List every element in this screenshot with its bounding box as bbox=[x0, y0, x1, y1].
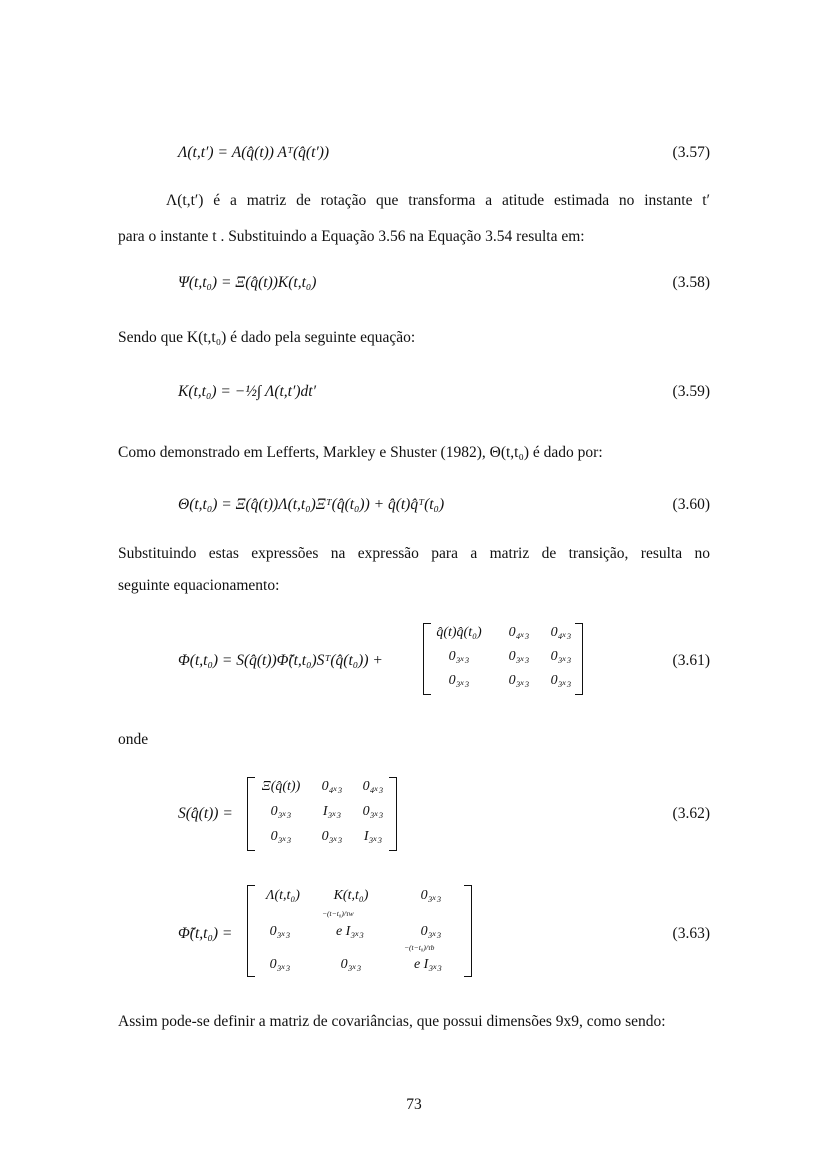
equation-3-61-number: (3.61) bbox=[672, 652, 710, 669]
matrix-cell: 0₃ₓ₃ bbox=[270, 829, 292, 844]
paragraph-3: Como demonstrado em Lefferts, Markley e Shuster (1982), Θ(t,t₀) é dado por: bbox=[118, 444, 603, 461]
equation-3-62-matrix bbox=[247, 777, 397, 851]
equation-3-59-expr: K(t,t₀) = −½∫ Λ(t,t′)dt′ bbox=[178, 383, 316, 400]
matrix-cell: Λ(t,t₀) bbox=[266, 888, 300, 903]
equation-3-58 bbox=[178, 273, 316, 293]
matrix-cell: I₃ₓ₃ bbox=[363, 829, 383, 844]
equation-3-57-number: (3.57) bbox=[672, 144, 710, 161]
paragraph-4-line-1: Substituindo estas expressões na expressão para a matriz de transição, resulta no bbox=[118, 545, 710, 562]
equation-3-62-lhs: S(q̂(t)) = bbox=[178, 805, 233, 822]
paragraph-1-line-1: Λ(t,t′) é a matriz de rotação que transforma a atitude estimada no instante t′ bbox=[166, 192, 710, 209]
matrix-cell: 0₃ₓ₃ bbox=[269, 924, 291, 939]
matrix-cell: 0₃ₓ₃ bbox=[508, 673, 530, 688]
equation-3-62-number: (3.62) bbox=[672, 805, 710, 822]
matrix-cell: 0₄ₓ₃ bbox=[508, 625, 530, 640]
equation-3-60-number: (3.60) bbox=[672, 496, 710, 513]
matrix-cell: e I₃ₓ₃ bbox=[413, 957, 443, 972]
matrix-cell: 0₃ₓ₃ bbox=[448, 673, 470, 688]
equation-3-63-lhs: Φ̃(t,t₀) = bbox=[178, 925, 233, 942]
equation-3-63-matrix bbox=[247, 885, 472, 977]
equation-3-60-expr: Θ(t,t₀) = Ξ(q̂(t))Λ(t,t₀)Ξᵀ(q̂(t₀)) + q̂(t)q̂ᵀ(t₀) bbox=[178, 496, 445, 513]
equation-3-58-number: (3.58) bbox=[672, 274, 710, 291]
equation-3-63 bbox=[178, 924, 232, 944]
paragraph-6: Assim pode-se definir a matriz de covariâncias, que possui dimensões 9x9, como sendo: bbox=[118, 1013, 666, 1030]
exponent-tau-w: −(t−t₀)/τw bbox=[322, 909, 354, 918]
page-number: 73 bbox=[406, 1096, 422, 1113]
matrix-cell: 0₃ₓ₃ bbox=[321, 829, 343, 844]
equation-3-57 bbox=[178, 143, 329, 163]
equation-3-61-matrix bbox=[423, 623, 583, 695]
matrix-cell: 0₄ₓ₃ bbox=[321, 779, 343, 794]
matrix-cell: K(t,t₀) bbox=[333, 888, 369, 903]
matrix-cell: 0₃ₓ₃ bbox=[550, 649, 572, 664]
equation-3-61 bbox=[178, 651, 383, 671]
equation-3-61-lhs: Φ(t,t₀) = S(q̂(t))Φ̃(t,t₀)Sᵀ(q̂(t₀)) + bbox=[178, 652, 383, 669]
paragraph-4-line-2: seguinte equacionamento: bbox=[118, 577, 280, 594]
matrix-cell: 0₃ₓ₃ bbox=[448, 649, 470, 664]
equation-3-60 bbox=[178, 495, 444, 515]
paragraph-1-line-2: para o instante t . Substituindo a Equação 3.56 na Equação 3.54 resulta em: bbox=[118, 228, 585, 245]
equation-3-59-number: (3.59) bbox=[672, 383, 710, 400]
matrix-cell: 0₃ₓ₃ bbox=[340, 957, 362, 972]
matrix-cell: 0₃ₓ₃ bbox=[269, 957, 291, 972]
matrix-cell: 0₃ₓ₃ bbox=[362, 804, 384, 819]
matrix-cell: 0₄ₓ₃ bbox=[550, 625, 572, 640]
equation-3-63-number: (3.63) bbox=[672, 925, 710, 942]
matrix-cell: 0₃ₓ₃ bbox=[420, 924, 442, 939]
matrix-cell: 0₃ₓ₃ bbox=[550, 673, 572, 688]
equation-3-58-expr: Ψ(t,t₀) = Ξ(q̂(t))K(t,t₀) bbox=[178, 274, 317, 291]
matrix-cell: 0₃ₓ₃ bbox=[420, 888, 442, 903]
paragraph-2: Sendo que K(t,t₀) é dado pela seguinte equação: bbox=[118, 329, 416, 346]
matrix-cell: 0₃ₓ₃ bbox=[508, 649, 530, 664]
paragraph-5: onde bbox=[118, 731, 149, 748]
matrix-cell: q̂(t)q̂(t₀) bbox=[436, 625, 482, 640]
matrix-cell: 0₃ₓ₃ bbox=[270, 804, 292, 819]
matrix-cell: Ξ(q̂(t)) bbox=[261, 779, 301, 794]
matrix-cell: e I₃ₓ₃ bbox=[335, 924, 365, 939]
equation-3-62 bbox=[178, 804, 233, 824]
matrix-cell: 0₄ₓ₃ bbox=[362, 779, 384, 794]
matrix-cell: I₃ₓ₃ bbox=[322, 804, 342, 819]
equation-3-59 bbox=[178, 382, 316, 402]
exponent-tau-b: −(t−t₀)/τb bbox=[404, 943, 435, 952]
equation-3-57-expr: Λ(t,t′) = A(q̂(t)) Aᵀ(q̂(t′)) bbox=[178, 144, 330, 161]
